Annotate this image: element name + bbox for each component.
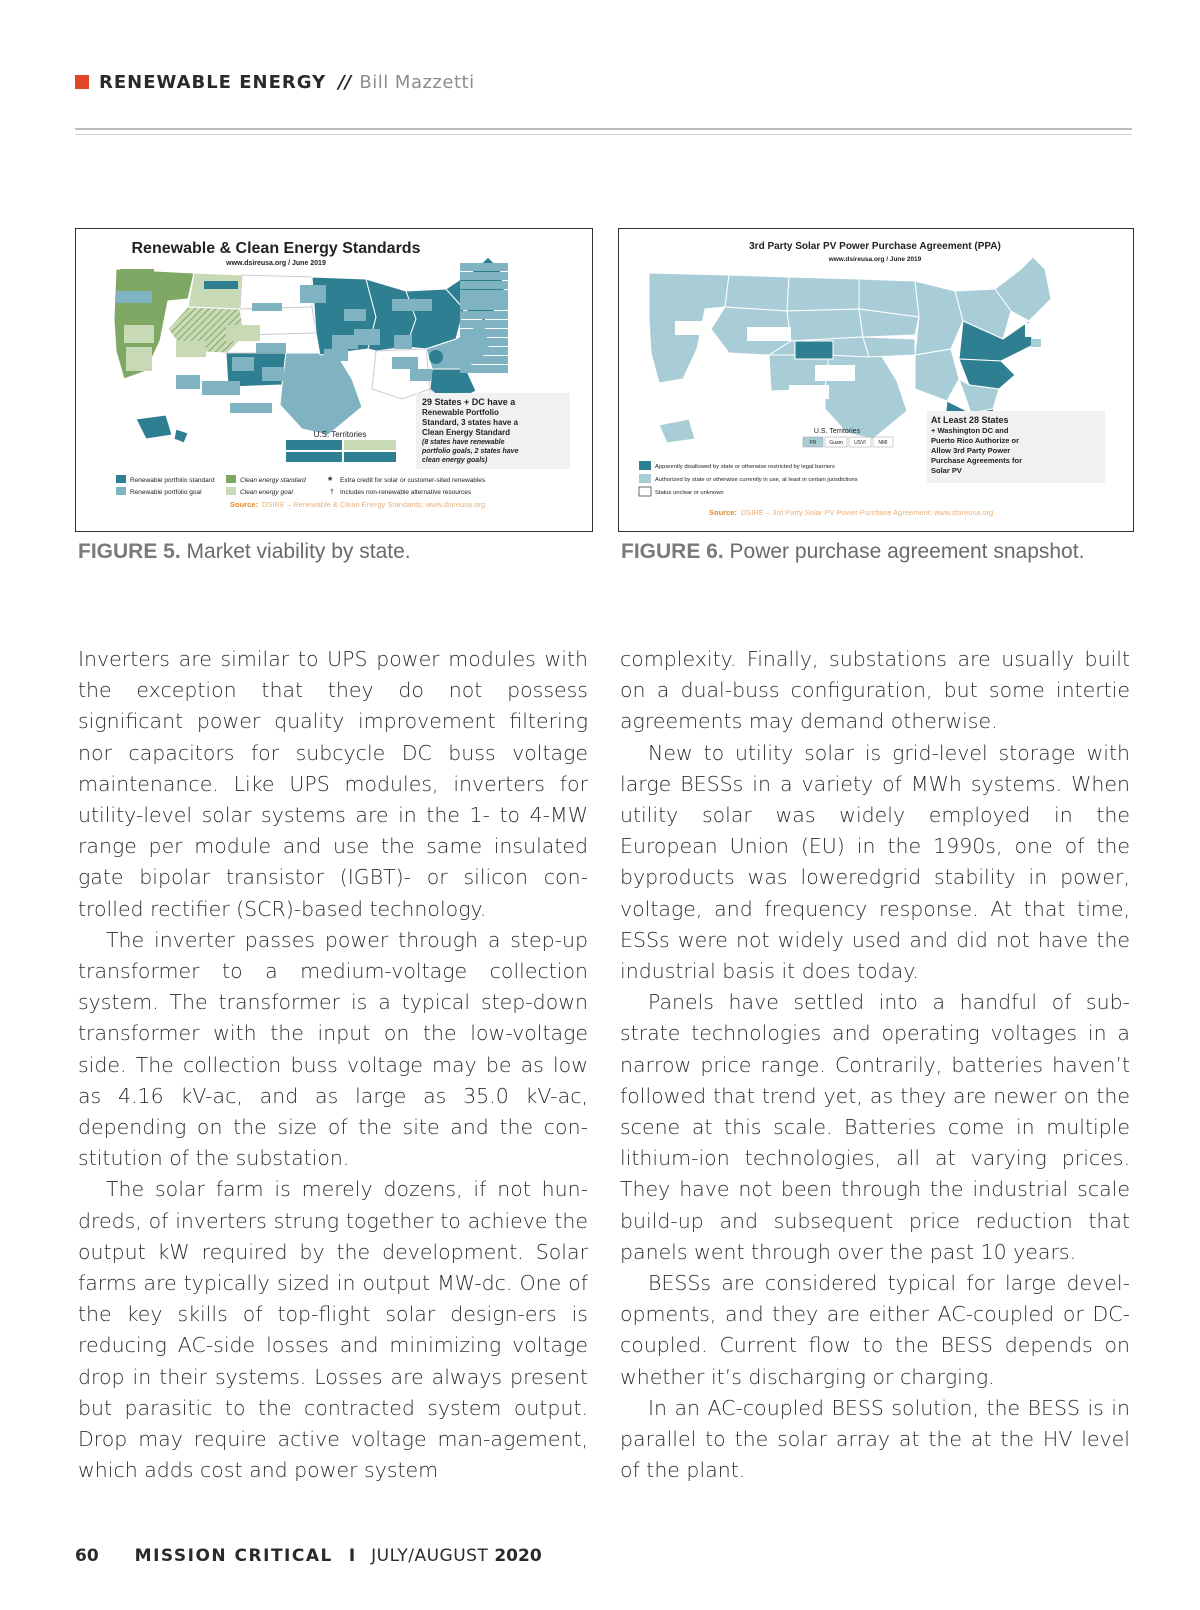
legend-label: Renewable portfolio standard bbox=[130, 477, 215, 484]
fig6-summary-line: Allow 3rd Party Power bbox=[931, 446, 1011, 455]
paragraph: The inverter passes power through a step-up transformer to a medium-voltage collection system. The transformer is a typical step-down transformer with the input on the low-voltage side. The collection buss voltage may be as low as 4.16 kV-ac, and as large as 35.0 kV-ac, depending on the size of the site and the con-stitution of the substation. bbox=[78, 927, 588, 1171]
fig5-summary-line: (8 states have renewable bbox=[422, 439, 505, 446]
header-separator: // bbox=[338, 71, 352, 93]
fig5-source-text: DSIRE – Renewable & Clean Energy Standards; www.dsireusa.org bbox=[262, 500, 486, 509]
territory-label: Guam bbox=[829, 440, 843, 446]
fig5-summary-line: Renewable Portfolio bbox=[422, 408, 499, 417]
fig5-territories-title: U.S. Territories bbox=[313, 430, 367, 439]
territory-label: USVI bbox=[854, 440, 866, 446]
legend-swatch bbox=[226, 487, 236, 495]
legend-label: Includes non-renewable alternative resources bbox=[340, 489, 472, 496]
figure-label: FIGURE 6. bbox=[621, 540, 724, 563]
magazine-name: MISSION CRITICAL bbox=[134, 1546, 333, 1566]
fig5-source-label: Source: bbox=[230, 500, 258, 509]
fig6-source-label: Source: bbox=[709, 508, 737, 517]
fig6-source-text: DSIRE – 3rd Party Solar PV Power Purchase Agreement; www.dsireusa.org bbox=[741, 508, 994, 517]
paragraph: In an AC-coupled BESS solution, the BESS is in parallel to the solar array at the at the HV level of the plant. bbox=[620, 1395, 1130, 1483]
paragraph: Inverters are similar to UPS power modules with the exception that they do not possess significant power quality improvement filtering nor capacitors for subcycle DC buss voltage maintenance. Like UPS modules, inverters for utility-level solar systems are in the 1- to 4-MW range per module and use the same insulated gate bipolar transistor (IGBT)- or silicon con-trolled rectifier (SCR)-based technology. bbox=[78, 647, 588, 921]
legend-label: Clean energy standard bbox=[240, 477, 306, 484]
header-rule bbox=[75, 128, 1132, 130]
territory-label: PR bbox=[809, 440, 817, 446]
star-symbol-icon: * bbox=[328, 475, 333, 487]
paragraph: New to utility solar is grid-level storage with large BESSs in a variety of MWh systems. When utility solar was widely employed in the European Union (EU) in the 1990s, one of the byproducts was loweredgrid stability in power, voltage, and frequency response. At that time, ESSs were not widely used and did not have the industrial basis it does today. bbox=[620, 740, 1130, 984]
caption-text: Market viability by state. bbox=[186, 540, 411, 563]
legend-label: Status unclear or unknown bbox=[655, 490, 724, 496]
legend-label: Apparently disallowed by state or otherwise restricted by legal barriers bbox=[655, 464, 835, 470]
ppa-map-graphic bbox=[619, 229, 1133, 531]
legend-label: Clean energy goal bbox=[240, 489, 293, 496]
legend-swatch bbox=[116, 487, 126, 495]
issue-year: 2020 bbox=[494, 1546, 542, 1566]
fig6-subtitle: www.dsireusa.org / June 2019 bbox=[828, 256, 922, 263]
legend-label: Renewable portfolio goal bbox=[130, 489, 202, 496]
body-column-right bbox=[620, 644, 1130, 1486]
paragraph: BESSs are considered typical for large devel-opments, and they are either AC-coupled or DC-coupled. Current flow to the BESS depends on whether it’s discharging or charging. bbox=[620, 1271, 1130, 1389]
legend-swatch bbox=[116, 475, 126, 483]
figure-5-caption bbox=[78, 540, 411, 564]
figure-6-caption bbox=[621, 540, 1084, 564]
fig5-summary-line: portfolio goals, 2 states have bbox=[422, 448, 519, 455]
fig5-summary-line: Standard, 3 states have a bbox=[422, 418, 519, 427]
legend-swatch bbox=[639, 487, 651, 496]
fig5-legend bbox=[116, 475, 486, 496]
fig6-summary-line: Solar PV bbox=[931, 466, 962, 475]
fig6-summary-line: Puerto Rico Authorize or bbox=[931, 436, 1020, 445]
legend-swatch bbox=[226, 475, 236, 483]
fig6-territories bbox=[803, 437, 893, 447]
fig5-summary-line: Clean Energy Standard bbox=[422, 428, 511, 437]
fig6-legend bbox=[639, 461, 858, 496]
rps-map-graphic bbox=[76, 229, 592, 531]
footer-divider: I bbox=[348, 1546, 356, 1566]
fig6-summary-line: Purchase Agreements for bbox=[931, 456, 1023, 465]
fig5-territories bbox=[286, 440, 396, 462]
legend-swatch bbox=[639, 474, 651, 483]
fig5-summary-line: clean energy goals) bbox=[422, 457, 488, 464]
page-number: 60 bbox=[75, 1546, 99, 1566]
fig6-summary-line: At Least 28 States bbox=[931, 415, 1009, 425]
running-header bbox=[75, 70, 475, 94]
header-rule-thin bbox=[75, 134, 1132, 135]
issue-date: JULY/AUGUST bbox=[371, 1546, 489, 1566]
paragraph: complexity. Finally, substations are usually built on a dual-buss configuration, but some intertie agreements may demand otherwise. bbox=[620, 647, 1130, 734]
figure-5-rps-map bbox=[75, 228, 593, 532]
fig6-territories-title: U.S. Territories bbox=[813, 428, 861, 435]
paragraph: Panels have settled into a handful of sub-strate technologies and operating voltages in a narrow price range. Contrarily, batteries haven’t followed that trend yet, as they are newer on the scene at this scale. Batteries come in multiple lithium-ion technologies, all at varying prices. They have not been through the industrial scale build-up and subsequent price reduction that panels went through over the past 10 years. bbox=[620, 990, 1130, 1264]
author-name: Bill Mazzetti bbox=[359, 71, 475, 93]
fig5-subtitle: www.dsireusa.org / June 2019 bbox=[226, 260, 326, 267]
figure-6-ppa-map bbox=[618, 228, 1134, 532]
caption-text: Power purchase agreement snapshot. bbox=[729, 540, 1085, 563]
page-footer bbox=[75, 1546, 542, 1566]
fig5-summary-line: 29 States + DC have a bbox=[422, 397, 516, 407]
territory-label: NMI bbox=[878, 440, 888, 446]
legend-label: Authorized by state or otherwise currently in use, at least in certain jurisdictions bbox=[655, 477, 858, 483]
legend-swatch bbox=[639, 461, 651, 470]
paragraph: The solar farm is merely dozens, if not hun-dreds, of inverters strung together to achieve the output kW required by the development. Solar farms are typically sized in output MW-dc. One of the key skills of top-flight solar design-ers is reducing AC-side losses and minimizing voltage drop in their systems. Losses are always present but parasitic to the contracted system output. Drop may require active voltage man-agement, which adds cost and power system bbox=[78, 1177, 588, 1483]
section-title: RENEWABLE ENERGY bbox=[99, 71, 327, 93]
fig6-summary-line: + Washington DC and bbox=[931, 426, 1009, 435]
dagger-symbol-icon: † bbox=[330, 489, 334, 496]
fig6-title: 3rd Party Solar PV Power Purchase Agreement (PPA) bbox=[749, 241, 1001, 252]
rps-northeast-list bbox=[460, 263, 508, 373]
legend-label: Extra credit for solar or customer-sited renewables bbox=[340, 477, 486, 484]
fig5-title: Renewable & Clean Energy Standards bbox=[131, 240, 421, 257]
body-column-left bbox=[78, 644, 588, 1486]
section-marker-square bbox=[75, 75, 89, 89]
figure-label: FIGURE 5. bbox=[78, 540, 181, 563]
